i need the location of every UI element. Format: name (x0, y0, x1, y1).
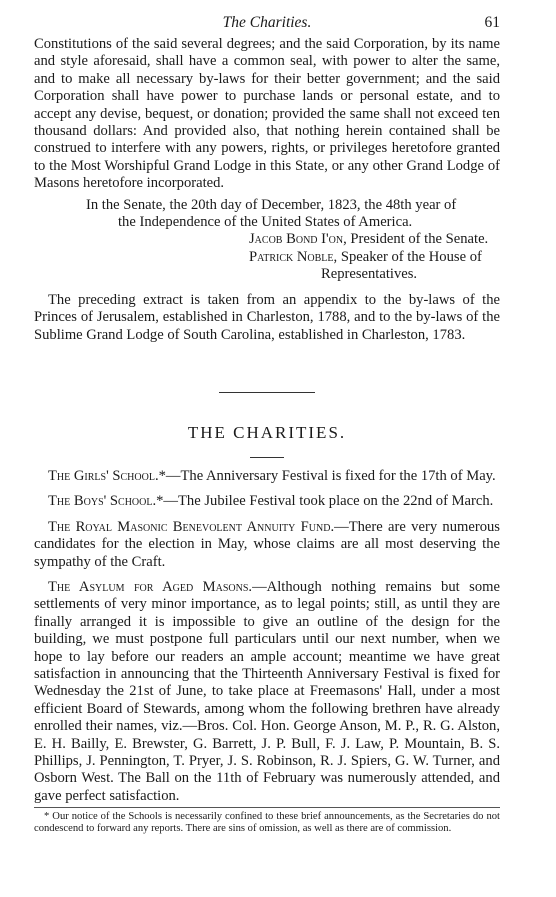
signatory-name-1: Jacob Bond I'on, (249, 231, 347, 248)
charity-title: The Boys' School.* (48, 493, 164, 510)
charity-text: —There are very numerous candidates for the election in May, whose claims are all most deserving the sympathy of the Craft. (34, 518, 500, 570)
charity-entry (34, 579, 500, 805)
footnote-rule (34, 807, 500, 808)
running-header (34, 14, 500, 36)
signature-1 (249, 231, 500, 248)
running-title: The Charities. (222, 14, 312, 31)
section-divider (219, 392, 315, 393)
document-page (34, 14, 500, 835)
page-number: 61 (484, 14, 500, 31)
intro-paragraph: Constitutions of the said several degrees; and the said Corporation, by its name and style aforesaid, shall have a common seal, with power to alter the same, and to make all necessary by-laws for their better government; and the said Corporation shall have power to purchase lands or personal estate, and to accept any devise, bequest, or donation; provided the same shall not exceed ten thousand dollars: And provided also, that nothing herein contained shall be construed to interfere with any powers, rights, or privileges heretofore granted to the Most Worshipful Grand Lodge in this State, or any other Grand Lodge of Masons heretofore incorporated. (34, 36, 500, 192)
signatory-title-2: Speaker of the House of (337, 248, 482, 265)
charity-entry (34, 519, 500, 571)
charity-text: —Although nothing remains but some settlements of very minor importance, as to legal points; still, as until they are finally arranged it is impossible to give an outline of the design for the building, we must postpone full particulars until our next number, when we hope to lay before our readers an ample account; meantime we have great satisfaction in announcing that the Thirteenth Anniversary Festival is fixed for Wednesday the 21st of June, to take place at Freemasons' Hall, under a most efficient Board of Stewards, among whom the following brethren have already enrolled their names, viz.—Bros. Col. Hon. George Anson, M. P., R. G. Alston, E. H. Bailly, E. Brewster, G. Barrett, J. P. Bull, F. J. Law, P. Mountain, B. S. Phillips, J. Pennington, T. Pryer, J. S. Robinson, R. J. Spiers, G. W. Turner, and Osborn West. The Ball on the 11th of February was numerously attended, and gave perfect satisfaction. (34, 578, 500, 804)
senate-line-2: the Independence of the United States of America. (118, 214, 413, 231)
charity-entry (34, 493, 500, 510)
charity-title: The Royal Masonic Benevolent Annuity Fund. (48, 518, 335, 535)
charity-title: The Girls' School.* (48, 467, 166, 484)
charity-title: The Asylum for Aged Masons. (48, 578, 253, 595)
charity-text: —The Anniversary Festival is fixed for the 17th of May. (165, 467, 496, 484)
senate-line-1: In the Senate, the 20th day of December, 1823, the 48th year of (86, 196, 457, 213)
signatory-title-2-cont: Representatives. (321, 266, 418, 283)
signatory-name-2: Patrick Noble, (249, 248, 338, 265)
section-heading: THE CHARITIES. (187, 422, 347, 442)
signature-2 (249, 249, 500, 284)
preceding-paragraph: The preceding extract is taken from an appendix to the by-laws of the Princes of Jerusalem, established in Charleston, 1788, and to the by-laws of the Sublime Grand Lodge of South Carolina, established in Charleston, 1783. (34, 291, 500, 343)
senate-date-line (34, 197, 500, 232)
footnote: * Our notice of the Schools is necessarily confined to these brief announcements, as the Secretaries do not condescend to forward any reports. There are sins of omission, as well as there are of commission. (34, 811, 500, 835)
signature-block (249, 231, 500, 283)
charity-text: —The Jubilee Festival took place on the 22nd of March. (163, 493, 494, 510)
signatory-title-1: President of the Senate. (346, 231, 489, 248)
heading-underline (250, 457, 284, 458)
charity-entry (34, 468, 500, 485)
